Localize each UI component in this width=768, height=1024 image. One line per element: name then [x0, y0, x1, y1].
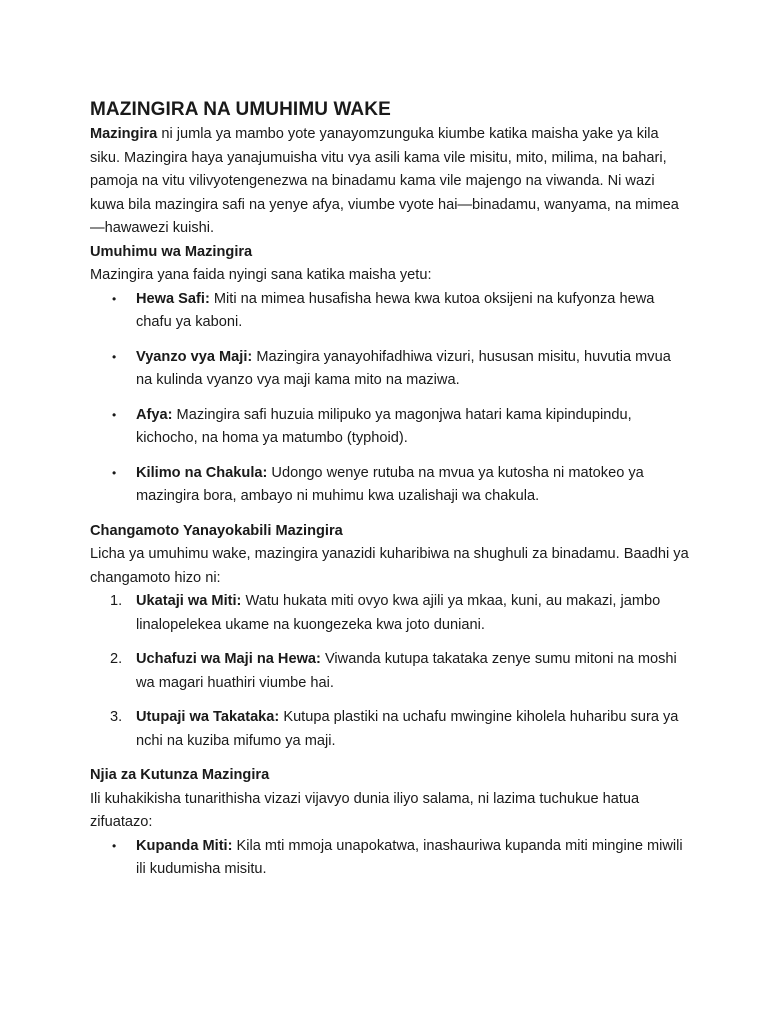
item-term: Afya: — [136, 406, 173, 423]
item-text: Kila mti mmoja unapokatwa, inashauriwa kupanda miti mingine miwili ili kudumisha misitu. — [136, 837, 683, 877]
list-item — [90, 835, 690, 882]
section-heading-challenges: Changamoto Yanayokabili Mazingira — [90, 522, 343, 539]
section-heading-importance: Umuhimu wa Mazingira — [90, 243, 253, 260]
intro-text: ni jumla ya mambo yote yanayomzunguka kiumbe katika maisha yake ya kila siku. Mazingira haya yanajumuisha vitu vya asili kama vile misitu, mito, milima, na bahari, pamoja na vitu vilivyotengenezwa na binadamu kama vile majengo na viwanda. Ni wazi kuwa bila mazingira safi na yenye afya, viumbe vyote hai—binadamu, wanyama, na mimea—hawawezi kuishi. — [90, 126, 679, 236]
list-item — [90, 706, 690, 753]
section-lead-challenges: Licha ya umuhimu wake, mazingira yanazidi kuharibiwa na shughuli za binadamu. Baadhi ya changamoto hizo ni: — [90, 546, 689, 586]
page-title: MAZINGIRA NA UMUHIMU WAKE — [90, 99, 391, 120]
section-lead-importance: Mazingira yana faida nyingi sana katika maisha yetu: — [90, 267, 432, 283]
intro-paragraph — [90, 123, 690, 241]
bullet-icon: • — [112, 465, 117, 480]
item-term: Vyanzo vya Maji: — [136, 348, 253, 365]
list-item — [90, 346, 690, 393]
list-item — [90, 462, 690, 509]
list-item — [90, 404, 690, 451]
bullet-icon: • — [112, 838, 117, 853]
list-item — [90, 288, 690, 335]
item-text: Viwanda kutupa takataka zenye sumu mitoni na moshi wa magari huathiri viumbe hai. — [136, 651, 677, 691]
item-term: Kupanda Miti: — [136, 837, 233, 854]
item-term: Hewa Safi: — [136, 290, 210, 307]
list-item — [90, 648, 690, 695]
item-term: Ukataji wa Miti: — [136, 593, 242, 609]
item-term: Utupaji wa Takataka: — [136, 709, 280, 725]
list-item — [90, 590, 690, 637]
item-term: Kilimo na Chakula: — [136, 464, 268, 481]
item-text: Watu hukata miti ovyo kwa ajili ya mkaa, kuni, au makazi, jambo linalopelekea ukame na kuongezeka kwa joto duniani. — [136, 593, 661, 633]
bullet-icon: • — [112, 407, 117, 422]
item-term: Uchafuzi wa Maji na Hewa: — [136, 651, 321, 667]
item-text: Udongo wenye rutuba na mvua ya kutosha ni matokeo ya mazingira bora, ambayo ni muhimu kwa uzalishaji wa chakula. — [136, 464, 644, 504]
item-number: 1. — [110, 593, 123, 609]
intro-lead-term: Mazingira — [90, 126, 158, 142]
challenges-list — [90, 590, 690, 753]
item-text: Kutupa plastiki na uchafu mwingine kiholela huharibu sura ya nchi na kuziba mifumo ya maji. — [136, 709, 679, 749]
bullet-icon: • — [112, 349, 117, 364]
item-text: Miti na mimea husafisha hewa kwa kutoa oksijeni na kufyonza hewa chafu ya kaboni. — [136, 290, 655, 330]
section-lead-conservation: Ili kuhakikisha tunarithisha vizazi vijavyo dunia iliyo salama, ni lazima tuchukue hatua zifuatazo: — [90, 790, 640, 830]
importance-list — [90, 288, 690, 509]
item-number: 2. — [110, 651, 123, 667]
section-heading-conservation: Njia za Kutunza Mazingira — [90, 767, 270, 783]
document-body — [90, 97, 690, 882]
item-text: Mazingira safi huzuia milipuko ya magonjwa hatari kama kipindupindu, kichocho, na homa ya matumbo (typhoid). — [136, 406, 632, 446]
item-text: Mazingira yanayohifadhiwa vizuri, hususan misitu, huvutia mvua na kulinda vyanzo vya maji kama mito na maziwa. — [136, 348, 671, 388]
item-number: 3. — [110, 709, 123, 725]
conservation-list — [90, 835, 690, 882]
bullet-icon: • — [112, 291, 117, 306]
